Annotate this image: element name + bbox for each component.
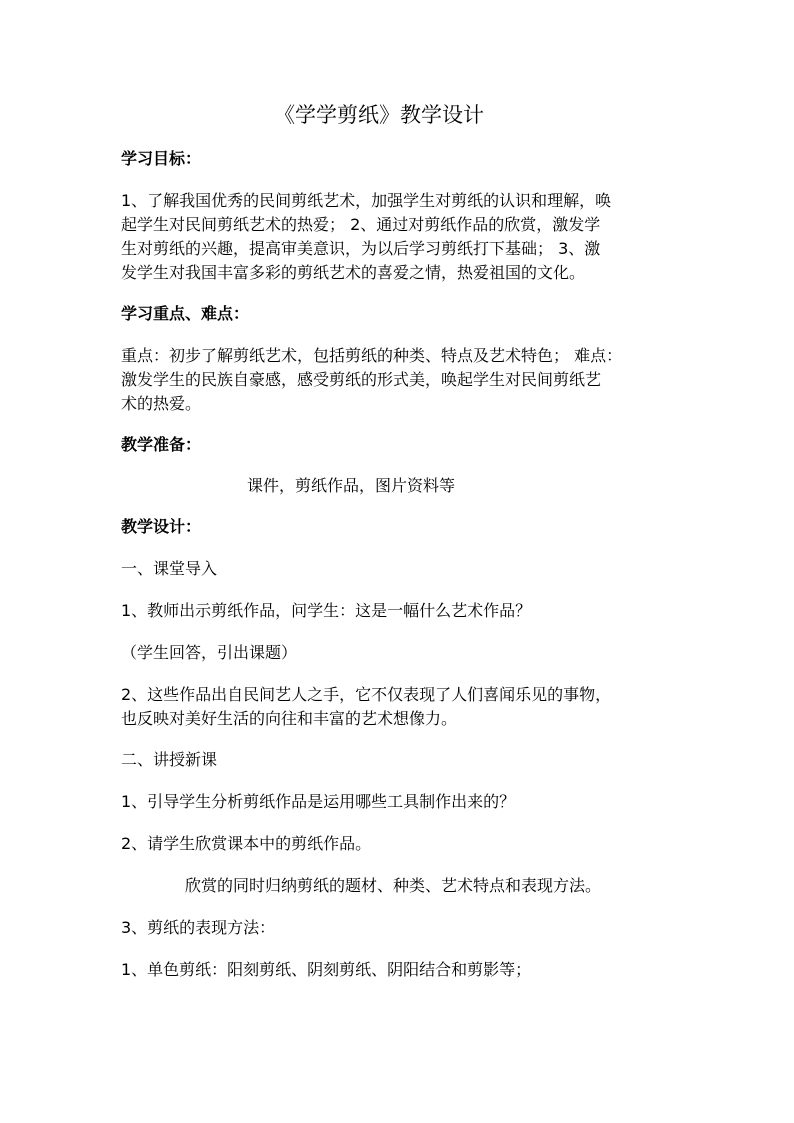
section-2-item-3: 3、剪纸的表现方法：: [121, 918, 276, 937]
section-1-item-1: 1、教师出示剪纸作品，问学生：这是一幅什么艺术作品？: [121, 601, 532, 620]
prep-text: 课件，剪纸作品，图片资料等: [247, 476, 456, 495]
section-1-item-2-line-2: 也反映对美好生活的向往和丰富的艺术想像力。: [121, 709, 458, 728]
focus-line-1: 重点：初步了解剪纸艺术，包括剪纸的种类、特点及艺术特色； 难点：: [121, 346, 623, 365]
objectives-line-4: 发学生对我国丰富多彩的剪纸艺术的喜爱之情，热爱祖国的文化。: [121, 263, 586, 282]
document-title: 《学学剪纸》教学设计: [274, 103, 484, 127]
section-1-item-2-line-1: 2、这些作品出自民间艺人之手，它不仅表现了人们喜闻乐见的事物，: [121, 685, 612, 704]
section-2-item-2-sub: 欣赏的同时归纳剪纸的题材、种类、艺术特点和表现方法。: [185, 876, 602, 895]
section-2-item-1: 1、引导学生分析剪纸作品是运用哪些工具制作出来的？: [121, 792, 516, 811]
section-1-note: （学生回答，引出课题）: [121, 643, 298, 662]
design-heading: 教学设计：: [121, 517, 202, 536]
prep-heading: 教学准备：: [121, 435, 202, 454]
section-2-item-2: 2、请学生欣赏课本中的剪纸作品。: [121, 834, 372, 853]
focus-line-2: 激发学生的民族自豪感，感受剪纸的形式美，唤起学生对民间剪纸艺: [121, 370, 602, 389]
section-2-item-3-1: 1、单色剪纸：阳刻剪纸、阴刻剪纸、阴阳结合和剪影等；: [121, 960, 532, 979]
objectives-heading: 学习目标：: [121, 149, 202, 168]
focus-heading: 学习重点、难点：: [121, 304, 250, 323]
section-2-heading: 二、讲授新课: [121, 750, 218, 769]
focus-line-3: 术的热爱。: [121, 394, 202, 413]
objectives-line-2: 起学生对民间剪纸艺术的热爱； 2、通过对剪纸作品的欣赏，激发学: [121, 215, 601, 234]
objectives-line-3: 生对剪纸的兴趣，提高审美意识，为以后学习剪纸打下基础； 3、激: [121, 239, 601, 258]
section-1-heading: 一、课堂导入: [121, 559, 218, 578]
objectives-line-1: 1、了解我国优秀的民间剪纸艺术，加强学生对剪纸的认识和理解，唤: [121, 191, 612, 210]
